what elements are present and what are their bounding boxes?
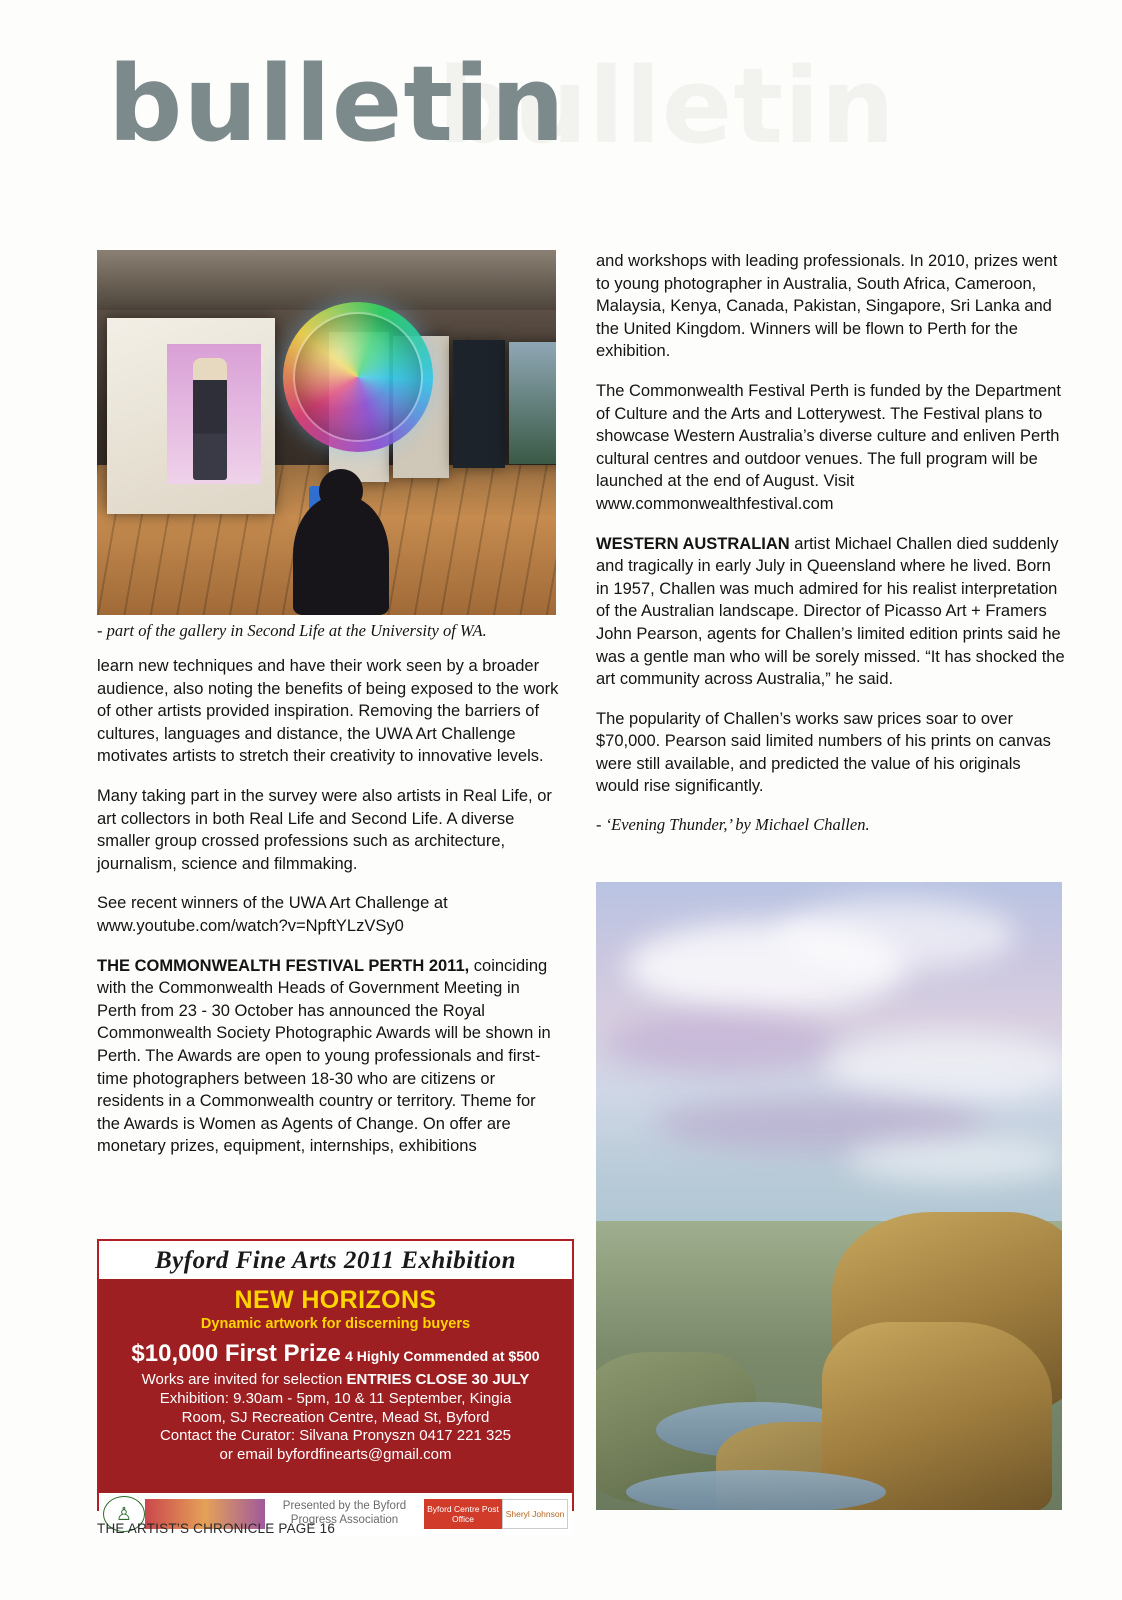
photo-artwork-panel-1 [107,318,275,514]
challen-body: artist Michael Challen died suddenly and tragically in early July in Queensland where he lived. Born in 1957, Challen was much admired for his realist interpretation of the Australian landscape. Director of Picasso Art + Framers John Pearson, agents for Challen’s limited edition prints said he was a gentle man who will be sorely missed. “It has shocked the art community across Australia,” he said. [596,534,1065,689]
ad-presented-line-2: Progress Association [290,1514,399,1526]
photo-caption: - part of the gallery in Second Life at the University of WA. [97,621,487,640]
ad-email-line: or email byfordfinearts@gmail.com [219,1446,452,1463]
ad-prize-line [107,1340,564,1368]
photo-colorful-sphere-artwork [283,302,433,452]
ad-exhibition-line-2: Room, SJ Recreation Centre, Mead St, Byford [181,1408,490,1426]
ad-entries-close: ENTRIES CLOSE 30 JULY [346,1371,530,1388]
paragraph-recent-winners: See recent winners of the UWA Art Challenge at www.youtube.com/watch?v=NpftYLzVSy0 [97,894,448,935]
painting-cloud [606,1012,836,1074]
commonwealth-festival-lead: THE COMMONWEALTH FESTIVAL PERTH 2011, [97,956,470,975]
byford-fine-arts-advertisement [97,1239,574,1526]
sponsor-logo: Sheryl Johnson [502,1499,568,1529]
paragraph-commonwealth-festival [97,955,562,1158]
painting-caption: - ‘Evening Thunder,’ by Michael Challen. [596,815,870,835]
commonwealth-festival-body: coinciding with the Commonwealth Heads of Government Meeting in Perth from 23 - 30 October has announced the Royal Commonwealth Society Photographic Awards will be shown in Perth. The Awards are open to young professionals and first-time photographers between 18-30 who are citizens or residents in a Commonwealth country or territory. Theme for the Awards is Women as Agents of Change. On offer are monetary prizes, equipment, internships, exhibitions [97,956,551,1156]
painting-rock-pool [626,1470,886,1510]
paragraph-learn-techniques: learn new techniques and have their work seen by a broader audience, also noting the benefits of being exposed to the work of other artists provided inspiration. Removing the barriers of cultures, languages and distance, the UWA Art Challenge motivates artists to stretch their creativity to innovative levels. [97,657,559,766]
photo-artwork-panel-4 [453,340,505,468]
painting-cloud [776,900,1016,970]
photo-visitor-silhouette [293,495,389,615]
ad-subhead: Dynamic artwork for discerning buyers [200,1316,471,1332]
ad-title: Byford Fine Arts 2011 Exhibition [155,1247,516,1274]
paragraph-survey-participants: Many taking part in the survey were also artists in Real Life, or art collectors in both Real Life and Second Life. A diverse smaller group crossed professions such as architecture, journalism, science and filmmaking. [97,786,552,873]
ad-prize-note: 4 Highly Commended at $500 [345,1348,540,1364]
ad-selection-line [107,1371,564,1390]
masthead-ghost-text: bulletin [438,45,896,167]
paragraph-challen-prices: The popularity of Challen’s works saw prices soar to over $70,000. Pearson said limited numbers of his prints on canvas were still available, and predicted the value of his originals would rise significantly. [596,709,1051,796]
right-column [596,250,1066,849]
ad-exhibition-line-1: Exhibition: 9.30am - 5pm, 10 & 11 September, Kingia [159,1389,512,1407]
paragraph-michael-challen [596,533,1066,691]
photo-avatar-figure [193,358,227,480]
paragraph-festival-funding: The Commonwealth Festival Perth is funded by the Department of Culture and the Arts and Lotterywest. The Festival plans to showcase Western Australia’s diverse culture and enliven Perth cultural centres and outdoor venues. The full program will be launched at the end of August. Visit www.commonwealthfestival.com [596,381,1061,513]
ad-prize-amount: $10,000 First Prize [131,1340,341,1367]
masthead-title: bulletin [108,43,566,165]
masthead [108,43,1008,182]
paragraph-workshops-prizes: and workshops with leading professionals. In 2010, prizes went to young photographer in Australia, South Africa, Cameroon, Malaysia, Kenya, Canada, Pakistan, Singapore, Sri Lanka and the United Kingdom. Winners will be flown to Perth for the exhibition. [596,252,1058,361]
post-office-logo: Byford Centre Post Office [424,1499,502,1529]
ad-headline: NEW HORIZONS [234,1286,437,1314]
painting-cloud [846,1137,1062,1183]
painting-cloud [826,1032,1062,1102]
horse-logo-icon: ♙ [103,1496,145,1532]
ad-body [99,1279,572,1493]
second-life-gallery-photo [97,250,556,615]
photo-artwork-panel-5 [509,342,556,464]
left-column [97,250,562,1175]
evening-thunder-painting [596,882,1062,1510]
ad-selection-text: Works are invited for selection [141,1371,347,1388]
challen-lead: WESTERN AUSTRALIAN [596,534,790,553]
ad-contact-line: Contact the Curator: Silvana Pronyszn 0417 221 325 [159,1427,512,1445]
photo-ceiling [97,250,556,310]
ad-presented-line-1: Presented by the Byford [282,1500,407,1513]
page-footer: THE ARTIST’S CHRONICLE PAGE 16 [97,1521,336,1536]
